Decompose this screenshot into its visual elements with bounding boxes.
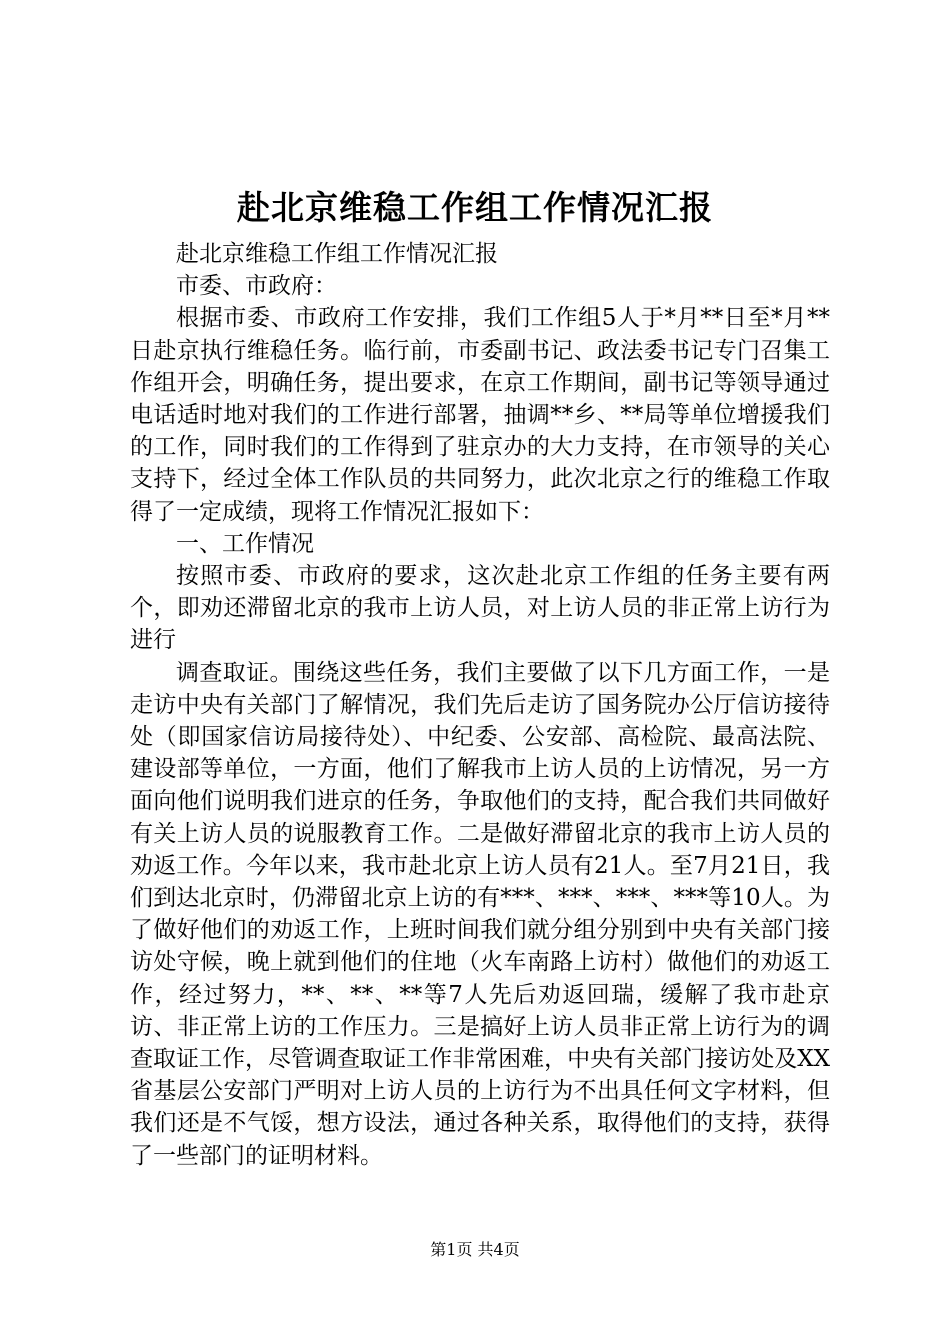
document-title: 赴北京维稳工作组工作情况汇报: [237, 188, 713, 227]
document-body: [130, 238, 830, 1172]
body-paragraph: 调查取证。围绕这些任务，我们主要做了以下几方面工作，一是走访中央有关部门了解情况，我们先后走访了国务院办公厅信访接待处（即国家信访局接待处）、中纪委、公安部、高检院、最高法院、建设部等单位，一方面，他们了解我市上访人员的上访情况，另一方面向他们说明我们进京的任务，争取他们的支持，配合我们共同做好有关上访人员的说服教育工作。二是做好滞留北京的我市上访人员的劝返工作。今年以来，我市赴北京上访人员有21人。至7月21日，我们到达北京时，仍滞留北京上访的有***、***、***、***等10人。为了做好他们的劝返工作，上班时间我们就分组分别到中央有关部门接访处守候，晚上就到他们的住地（火车南路上访村）做他们的劝返工作，经过努力，**、**、**等7人先后劝返回瑞，缓解了我市赴京访、非正常上访的工作压力。三是搞好上访人员非正常上访行为的调查取证工作，尽管调查取证工作非常困难，中央有关部门接访处及XX省基层公安部门严明对上访人员的上访行为不出具任何文字材料，但我们还是不气馁，想方设法，通过各种关系，取得他们的支持，获得了一些部门的证明材料。: [130, 659, 830, 1169]
body-paragraph: 根据市委、市政府工作安排，我们工作组5人于*月**日至*月**日赴京执行维稳任务。临行前，市委副书记、政法委书记专门召集工作组开会，明确任务，提出要求，在京工作期间，副书记等领导通过电话适时地对我们的工作进行部署，抽调**乡、**局等单位增援我们的工作，同时我们的工作得到了驻京办的大力支持，在市领导的关心支持下，经过全体工作队员的共同努力，此次北京之行的维稳工作取得了一定成绩，现将工作情况汇报如下：: [130, 305, 830, 525]
section-heading: 一、工作情况: [176, 530, 314, 557]
body-paragraph: 赴北京维稳工作组工作情况汇报: [176, 241, 498, 267]
body-paragraph: 按照市委、市政府的要求，这次赴北京工作组的任务主要有两个，即劝还滞留北京的我市上访人员，对上访人员的非正常上访行为进行: [130, 563, 830, 654]
page-footer: 第1页 共4页: [430, 1240, 520, 1259]
body-paragraph: 市委、市政府：: [176, 273, 337, 300]
